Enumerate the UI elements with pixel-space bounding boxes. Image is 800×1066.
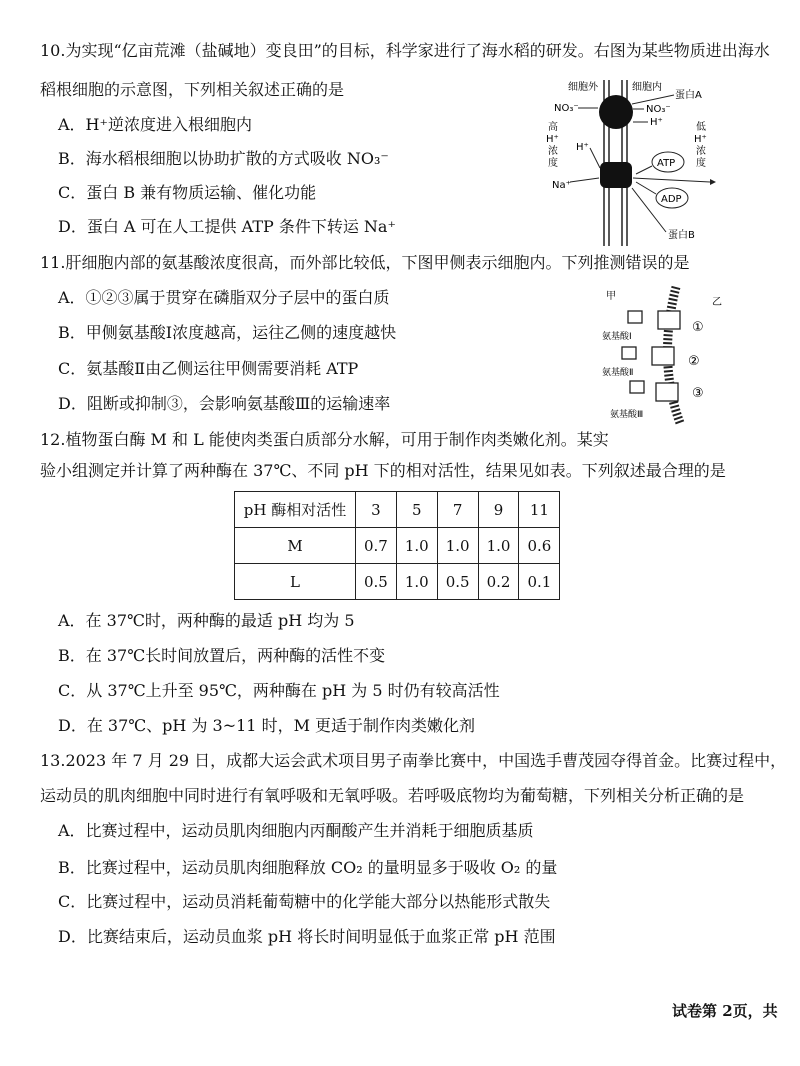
page-footer: 试卷第 2页，共 <box>672 1002 778 1020</box>
table-cell: M <box>235 528 356 564</box>
q13-option-a: A．比赛过程中，运动员肌肉细胞内丙酮酸产生并消耗于细胞质基质 <box>58 821 534 840</box>
table-header-cell: 5 <box>396 492 437 528</box>
protein-a-pointer <box>632 95 674 104</box>
table-row <box>235 528 560 564</box>
q11-option-a: A．①②③属于贯穿在磷脂双分子层中的蛋白质 <box>58 288 390 307</box>
table-header-row <box>235 492 560 528</box>
transporter-2 <box>652 347 674 365</box>
table-cell: 0.5 <box>437 564 478 600</box>
high-h-3: 浓 <box>548 146 558 157</box>
na-out-arrowhead <box>710 179 716 185</box>
label-adp: ADP <box>661 194 682 205</box>
amino-acid-2-shape <box>622 347 636 359</box>
na-arrow <box>570 178 599 182</box>
label-h-right: H⁺ <box>650 117 663 128</box>
label-side-b: 乙 <box>712 297 722 308</box>
low-h-2: H⁺ <box>694 134 707 145</box>
low-h-3: 浓 <box>696 146 706 157</box>
table-cell: 1.0 <box>396 528 437 564</box>
table-header-cell: pH 酶相对活性 <box>235 492 356 528</box>
q10-stem-line1: 10.为实现“亿亩荒滩（盐碱地）变良田”的目标，科学家进行了海水稻的研发。右图为某些物质进出海水 <box>40 41 770 60</box>
amino-acid-3-shape <box>630 381 644 393</box>
protein-a-shape <box>599 95 633 129</box>
protein-b-shape <box>600 162 632 188</box>
q10-option-a: A．H⁺逆浓度进入根细胞内 <box>58 115 252 134</box>
q12-option-a: A．在 37℃时，两种酶的最适 pH 均为 5 <box>58 611 355 630</box>
table-cell: 0.2 <box>478 564 519 600</box>
table-cell: 0.7 <box>356 528 397 564</box>
q13-stem-line2: 运动员的肌肉细胞中同时进行有氧呼吸和无氧呼吸。若呼吸底物均为葡萄糖，下列相关分析正确的是 <box>40 786 745 805</box>
q13-option-d: D．比赛结束后，运动员血浆 pH 将长时间明显低于血浆正常 pH 范围 <box>58 927 556 946</box>
label-inside: 细胞内 <box>632 82 662 93</box>
label-n1: ① <box>692 320 704 335</box>
label-aa2: 氨基酸Ⅱ <box>602 368 634 378</box>
label-no3-right: NO₃⁻ <box>646 104 671 115</box>
enzyme-activity-table <box>234 491 560 600</box>
transporter-1 <box>658 311 680 329</box>
table-row <box>235 564 560 600</box>
label-side-a: 甲 <box>606 291 616 302</box>
label-protein-a: 蛋白A <box>675 90 702 101</box>
table-header-cell: 7 <box>437 492 478 528</box>
atp-link <box>636 166 652 174</box>
table-header-cell: 11 <box>519 492 560 528</box>
high-h-4: 度 <box>548 158 558 169</box>
table-cell: 0.1 <box>519 564 560 600</box>
table-cell: L <box>235 564 356 600</box>
table-cell: 1.0 <box>437 528 478 564</box>
q10-membrane-diagram <box>540 78 720 248</box>
high-h-1: 高 <box>548 122 558 133</box>
label-h-mid: H⁺ <box>576 142 589 153</box>
q11-option-c: C．氨基酸Ⅱ由乙侧运往甲侧需要消耗 ATP <box>58 359 359 378</box>
label-protein-b: 蛋白B <box>668 230 695 241</box>
q10-option-d: D．蛋白 A 可在人工提供 ATP 条件下转运 Na⁺ <box>58 217 396 236</box>
q12-option-b: B．在 37℃长时间放置后，两种酶的活性不变 <box>58 646 386 665</box>
label-na: Na⁺ <box>552 180 571 191</box>
label-outside: 细胞外 <box>568 82 598 93</box>
q13-stem-line1: 13.2023 年 7 月 29 日，成都大运会武术项目男子南拳比赛中，中国选手曹茂园夺得首金。比赛过程中， <box>40 751 787 770</box>
high-h-2: H⁺ <box>546 134 559 145</box>
q13-option-b: B．比赛过程中，运动员肌肉细胞释放 CO₂ 的量明显多于吸收 O₂ 的量 <box>58 858 558 877</box>
q10-stem-line2: 稻根细胞的示意图，下列相关叙述正确的是 <box>40 80 345 99</box>
table-header-cell: 3 <box>356 492 397 528</box>
label-no3-left: NO₃⁻ <box>554 103 579 114</box>
table-cell: 1.0 <box>396 564 437 600</box>
label-atp: ATP <box>657 158 676 169</box>
q12-option-d: D．在 37℃、pH 为 3~11 时，M 更适于制作肉类嫩化剂 <box>58 716 476 735</box>
table-header-cell: 9 <box>478 492 519 528</box>
table-cell: 1.0 <box>478 528 519 564</box>
q10-option-c: C．蛋白 B 兼有物质运输、催化功能 <box>58 183 317 202</box>
q13-option-c: C．比赛过程中，运动员消耗葡萄糖中的化学能大部分以热能形式散失 <box>58 892 551 911</box>
q10-option-b: B．海水稻根细胞以协助扩散的方式吸收 NO₃⁻ <box>58 149 389 168</box>
label-n2: ② <box>688 354 700 369</box>
label-n3: ③ <box>692 386 704 401</box>
label-aa1: 氨基酸Ⅰ <box>602 332 632 342</box>
h-arrow-into-b <box>590 148 600 168</box>
q12-option-c: C．从 37℃上升至 95℃，两种酶在 pH 为 5 时仍有较高活性 <box>58 681 500 700</box>
amino-acid-1-shape <box>628 311 642 323</box>
transporter-3 <box>656 383 678 401</box>
q11-transporter-diagram <box>600 285 730 425</box>
q12-stem-line1: 12.植物蛋白酶 M 和 L 能使肉类蛋白质部分水解，可用于制作肉类嫩化剂。某实 <box>40 430 609 449</box>
low-h-4: 度 <box>696 158 706 169</box>
q11-stem-line1: 11.肝细胞内部的氨基酸浓度很高，而外部比较低，下图甲侧表示细胞内。下列推测错误的是 <box>40 253 690 272</box>
q11-option-b: B．甲侧氨基酸Ⅰ浓度越高，运往乙侧的速度越快 <box>58 323 397 342</box>
table-cell: 0.6 <box>519 528 560 564</box>
label-aa3: 氨基酸Ⅲ <box>610 410 644 420</box>
q11-option-d: D．阻断或抑制③，会影响氨基酸Ⅲ的运输速率 <box>58 394 391 413</box>
low-h-1: 低 <box>696 122 706 133</box>
table-cell: 0.5 <box>356 564 397 600</box>
na-out-arrow <box>633 178 710 182</box>
q12-stem-line2: 验小组测定并计算了两种酶在 37℃、不同 pH 下的相对活性，结果见如表。下列叙述最合理的是 <box>40 461 726 480</box>
adp-link <box>636 182 656 194</box>
